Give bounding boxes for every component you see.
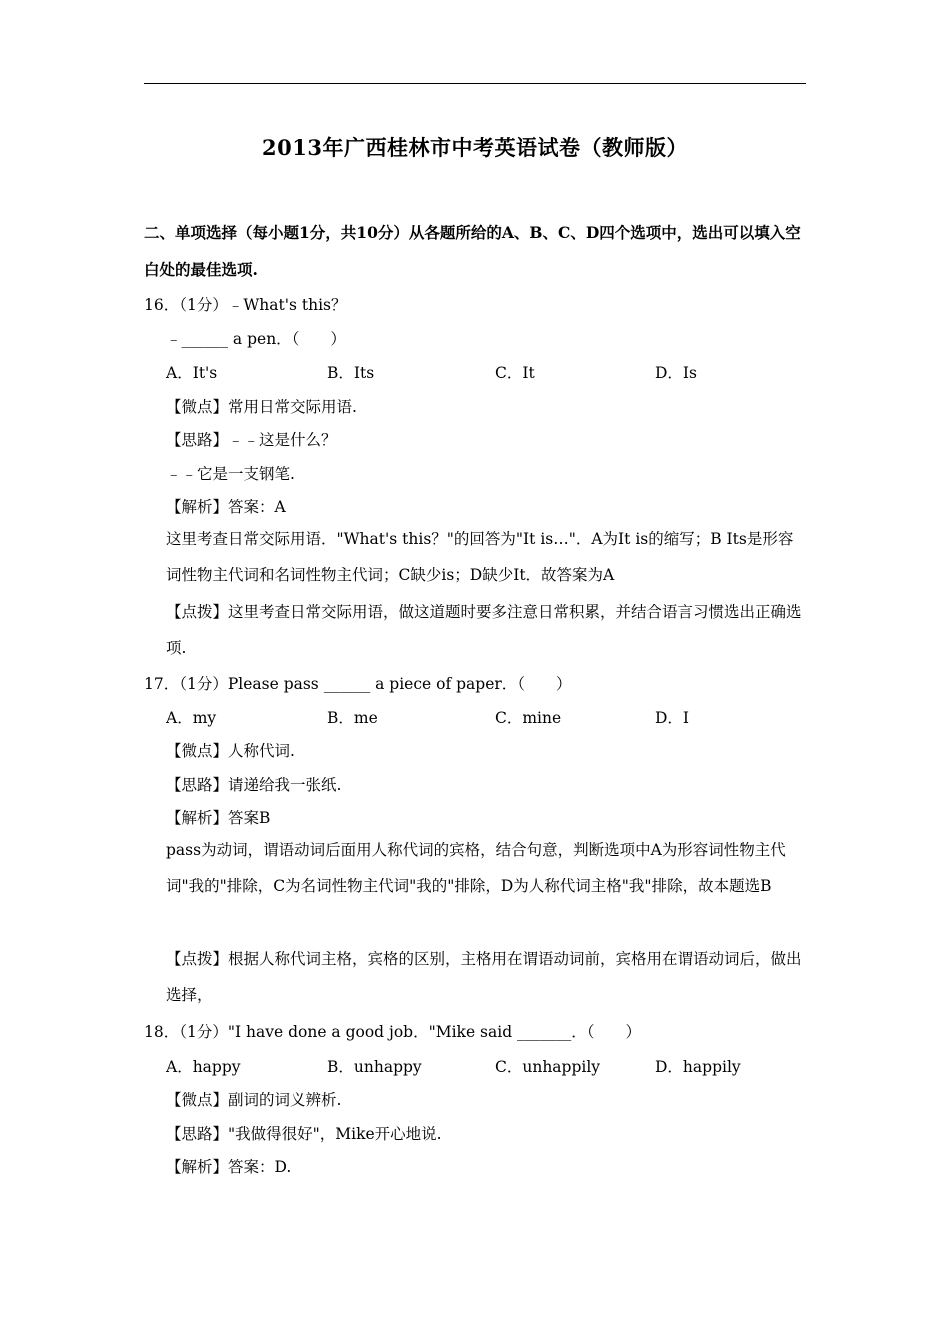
q17-weidian: 【微点】人称代词. <box>166 742 295 760</box>
question-18-stem: 18．（1分）"I have done a good job．"Mike said _______．（ ） <box>144 1023 642 1041</box>
q18-jiexi: 【解析】答案：D. <box>166 1158 292 1176</box>
q16-option-d: D．Is <box>655 364 698 382</box>
q17-jiexi: 【解析】答案B <box>166 809 271 827</box>
q17-analysis: pass为动词，谓语动词后面用人称代词的宾格，结合句意，判断选项中A为形容词性物主代词"我的"排除，C为名词性物主代词"我的"排除，D为人称代词主格"我"排除，故本题选B <box>166 841 786 895</box>
header-rule <box>144 83 806 84</box>
page-title: 2013年广西桂林市中考英语试卷（教师版） <box>262 135 688 160</box>
q16-silu: 【思路】﹣﹣这是什么？ <box>166 431 337 449</box>
q17-dianbo: 【点拨】根据人称代词主格，宾格的区别，主格用在谓语动词前，宾格用在谓语动词后，做出选择， <box>166 950 802 1004</box>
q16-option-a: A．It's <box>166 364 218 382</box>
q18-option-b: B．unhappy <box>327 1058 422 1076</box>
q16-jiexi: 【解析】答案：A <box>166 498 286 516</box>
q18-silu: 【思路】"我做得很好"，Mike开心地说. <box>166 1125 442 1143</box>
q16-silu-2: ﹣﹣它是一支钢笔. <box>166 465 295 483</box>
q18-option-a: A．happy <box>166 1058 241 1076</box>
q18-option-d: D．happily <box>655 1058 741 1076</box>
q16-weidian: 【微点】常用日常交际用语. <box>166 398 357 416</box>
q18-weidian: 【微点】副词的词义辨析. <box>166 1091 342 1109</box>
question-16-stem: 16．（1分）﹣What's this？ <box>144 296 347 314</box>
q16-option-b: B．Its <box>327 364 375 382</box>
q17-option-b: B．me <box>327 709 378 727</box>
q17-option-d: D．I <box>655 709 690 727</box>
question-16-stem-2: ﹣______ a pen．（ ） <box>166 330 346 348</box>
q17-silu: 【思路】请递给我一张纸. <box>166 776 342 794</box>
question-17-stem: 17．（1分）Please pass ______ a piece of paper．（ ） <box>144 675 572 693</box>
q16-option-c: C．It <box>495 364 535 382</box>
q16-dianbo: 【点拨】这里考查日常交际用语，做这道题时要多注意日常积累，并结合语言习惯选出正确选项. <box>166 603 802 657</box>
q17-option-c: C．mine <box>495 709 562 727</box>
q18-option-c: C．unhappily <box>495 1058 601 1076</box>
q16-analysis: 这里考查日常交际用语．"What's this？"的回答为"It is…"．A为It is的缩写；B Its是形容词性物主代词和名词性物主代词；C缺少is；D缺少It．故答案为A <box>166 530 794 584</box>
section-header: 二、单项选择（每小题1分，共10分）从各题所给的A、B、C、D四个选项中，选出可以填入空白处的最佳选项. <box>144 223 801 279</box>
q17-option-a: A．my <box>166 709 217 727</box>
